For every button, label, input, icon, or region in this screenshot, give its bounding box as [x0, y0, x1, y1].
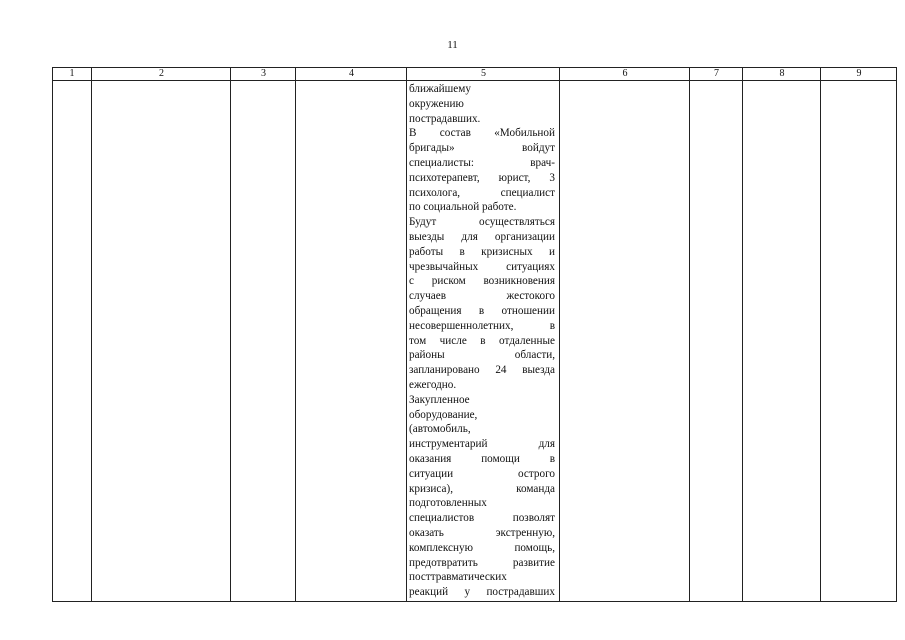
column-5-cell-text	[409, 82, 555, 600]
text-line: ситуации острого	[409, 467, 555, 480]
column-4	[295, 68, 407, 601]
column-9	[820, 68, 897, 601]
text-line: оказания помощи в	[409, 452, 555, 465]
text-line: специалистов позволят	[409, 512, 555, 525]
text-line: запланировано 24 выезда	[409, 364, 555, 377]
text-line: бригады» войдут	[409, 142, 555, 155]
column-header-9: 9	[856, 68, 862, 79]
text-line: выезды для организации	[409, 230, 555, 243]
text-line: ближайшему	[409, 83, 471, 95]
text-line: несовершеннолетних, в	[409, 319, 555, 332]
text-line: Закупленное	[409, 393, 470, 406]
column-1	[53, 68, 91, 601]
column-header-4: 4	[349, 68, 354, 79]
text-line: окружению	[409, 97, 464, 110]
text-line: реакций у пострадавших	[409, 586, 555, 599]
column-header-3: 3	[261, 68, 266, 79]
text-line: по социальной работе.	[409, 201, 517, 214]
text-line: психотерапевт, юрист, 3	[409, 171, 555, 184]
column-header-6: 6	[622, 68, 628, 79]
text-line: В состав «Мобильной	[409, 127, 555, 140]
text-line: чрезвычайных ситуациях	[409, 260, 555, 273]
text-line: специалисты: врач-	[409, 156, 555, 169]
column-3	[230, 68, 296, 601]
text-line: случаев жестокого	[409, 290, 555, 303]
text-line: Будут осуществляться	[409, 216, 555, 229]
column-header-8: 8	[779, 68, 785, 79]
text-line: подготовленных	[409, 497, 487, 510]
text-line: работы в кризисных и	[409, 245, 555, 258]
text-line: оказать экстренную,	[409, 526, 555, 539]
text-line: кризиса), команда	[409, 482, 555, 495]
text-line: ежегодно.	[409, 378, 457, 391]
text-line: с риском возникновения	[409, 275, 555, 288]
column-6	[559, 68, 690, 601]
text-line: пострадавших.	[409, 112, 481, 125]
text-line: том числе в отдаленные	[409, 334, 555, 347]
text-line: районы области,	[409, 349, 555, 362]
text-line: обращения в отношении	[409, 304, 555, 317]
column-header-2: 2	[159, 68, 164, 79]
column-8	[742, 68, 821, 601]
text-line: психолога, специалист	[409, 186, 555, 199]
text-line: (автомобиль,	[409, 423, 471, 436]
column-7	[689, 68, 743, 601]
text-line: инструментарий для	[409, 438, 555, 451]
table	[52, 67, 897, 602]
text-line: посттравматических	[409, 571, 507, 584]
column-header-1: 1	[69, 68, 75, 79]
column-2	[91, 68, 231, 601]
column-header-7: 7	[714, 68, 719, 79]
text-line: оборудование,	[409, 408, 478, 421]
column-header-5: 5	[481, 68, 486, 79]
text-line: комплексную помощь,	[409, 541, 555, 554]
text-line: предотвратить развитие	[409, 556, 555, 569]
page-number: 11	[447, 39, 458, 51]
